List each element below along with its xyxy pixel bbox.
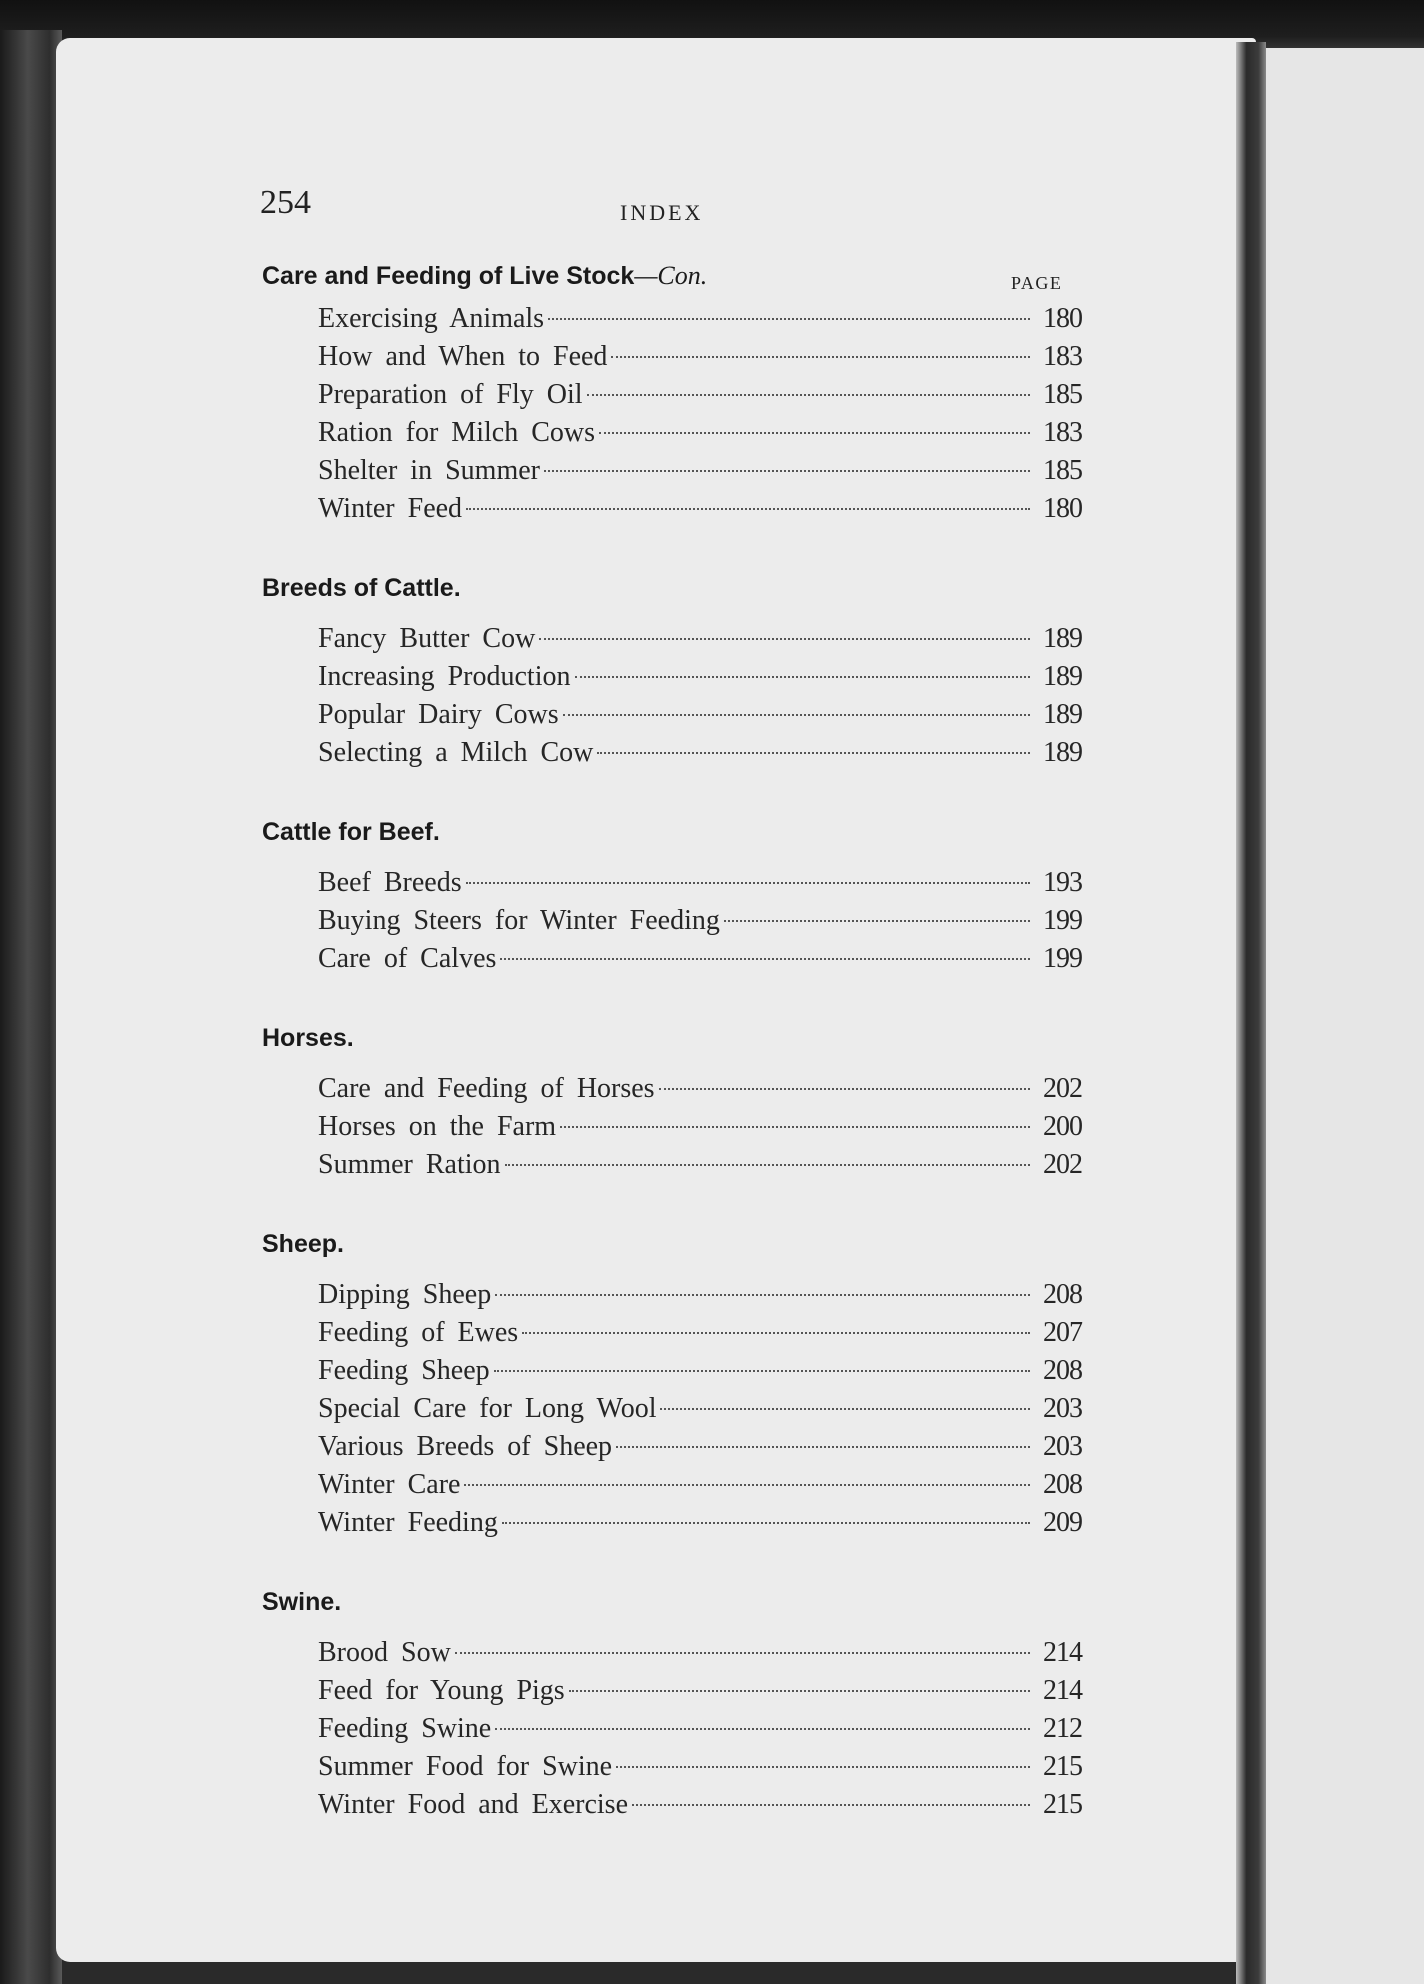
- entry-label: Shelter in Summer: [318, 455, 540, 486]
- entry-label: Beef Breeds: [318, 867, 462, 898]
- entry-label: Winter Care: [318, 1469, 461, 1500]
- entry-label: Winter Food and Exercise: [318, 1789, 629, 1820]
- index-entry: [262, 1672, 1082, 1710]
- section-heading-text: Cattle for Beef.: [262, 818, 440, 846]
- dot-leader: [724, 920, 1030, 922]
- index-entry: [262, 1146, 1082, 1184]
- entry-page-number: 208: [1043, 1355, 1082, 1386]
- dot-leader: [494, 1370, 1030, 1372]
- section-heading-text: Sheep.: [262, 1230, 344, 1258]
- entry-label: How and When to Feed: [318, 341, 608, 372]
- section-heading: [262, 1016, 1082, 1060]
- dot-leader: [522, 1332, 1030, 1334]
- entry-page-number: 183: [1043, 417, 1082, 448]
- index-section: [262, 1222, 1082, 1542]
- dot-leader: [500, 958, 1030, 960]
- book-gutter: [1236, 42, 1266, 1984]
- index-entry: [262, 1748, 1082, 1786]
- index-entry: [262, 1070, 1082, 1108]
- entry-label: Summer Ration: [318, 1149, 501, 1180]
- entry-label: Feeding of Ewes: [318, 1317, 519, 1348]
- book-page-edges: [0, 30, 62, 1984]
- entry-page-number: 214: [1043, 1637, 1082, 1668]
- entry-page-number: 215: [1043, 1789, 1082, 1820]
- entry-label: Fancy Butter Cow: [318, 623, 536, 654]
- section-heading-text: Care and Feeding of Live Stock: [262, 262, 635, 290]
- entry-label: Horses on the Farm: [318, 1111, 557, 1142]
- dot-leader: [660, 1408, 1030, 1410]
- index-entry: [262, 414, 1082, 452]
- index-entry: [262, 1352, 1082, 1390]
- dot-leader: [548, 318, 1030, 320]
- entry-page-number: 180: [1043, 303, 1082, 334]
- index-section: [262, 810, 1082, 978]
- dot-leader: [505, 1164, 1030, 1166]
- dot-leader: [466, 882, 1030, 884]
- index-entry: [262, 452, 1082, 490]
- index-entry: [262, 1428, 1082, 1466]
- index-entry: [262, 1786, 1082, 1824]
- dot-leader: [539, 638, 1030, 640]
- index-entry: [262, 1504, 1082, 1542]
- index-entry: [262, 338, 1082, 376]
- entry-label: Preparation of Fly Oil: [318, 379, 583, 410]
- entry-page-number: 203: [1043, 1431, 1082, 1462]
- dot-leader: [502, 1522, 1030, 1524]
- dot-leader: [544, 470, 1030, 472]
- index-entry: [262, 300, 1082, 338]
- continued-marker: —Con.: [634, 261, 708, 290]
- index-list: [262, 254, 1082, 1862]
- entry-label: Brood Sow: [318, 1637, 451, 1668]
- dot-leader: [495, 1728, 1030, 1730]
- index-section: [262, 1016, 1082, 1184]
- entry-page-number: 208: [1043, 1469, 1082, 1500]
- entry-label: Various Breeds of Sheep: [318, 1431, 613, 1462]
- index-entry: [262, 696, 1082, 734]
- entry-page-number: 189: [1043, 737, 1082, 768]
- section-heading: [262, 566, 1082, 610]
- index-entry: [262, 658, 1082, 696]
- entry-label: Winter Feed: [318, 493, 463, 524]
- index-entry: [262, 1710, 1082, 1748]
- entry-page-number: 215: [1043, 1751, 1082, 1782]
- entry-page-number: 202: [1043, 1149, 1082, 1180]
- entry-page-number: 185: [1043, 379, 1082, 410]
- entry-label: Winter Feeding: [318, 1507, 498, 1538]
- entry-page-number: 185: [1043, 455, 1082, 486]
- entry-page-number: 180: [1043, 493, 1082, 524]
- index-entry: [262, 620, 1082, 658]
- entry-page-number: 207: [1043, 1317, 1082, 1348]
- entry-label: Buying Steers for Winter Feeding: [318, 905, 720, 936]
- dot-leader: [466, 508, 1030, 510]
- index-entry: [262, 1390, 1082, 1428]
- entry-page-number: 214: [1043, 1675, 1082, 1706]
- dot-leader: [659, 1088, 1030, 1090]
- dot-leader: [616, 1766, 1030, 1768]
- index-entry: [262, 1108, 1082, 1146]
- section-heading: [262, 254, 1082, 298]
- entry-page-number: 212: [1043, 1713, 1082, 1744]
- entry-page-number: 199: [1043, 905, 1082, 936]
- index-entry: [262, 734, 1082, 772]
- section-heading: [262, 1222, 1082, 1266]
- entry-label: Feed for Young Pigs: [318, 1675, 565, 1706]
- index-section: [262, 1580, 1082, 1824]
- entry-label: Popular Dairy Cows: [318, 699, 559, 730]
- index-entry: [262, 1314, 1082, 1352]
- entry-label: Care of Calves: [318, 943, 497, 974]
- section-heading: [262, 810, 1082, 854]
- entry-page-number: 183: [1043, 341, 1082, 372]
- dot-leader: [575, 676, 1031, 678]
- page-column-label: PAGE: [1011, 273, 1063, 293]
- entry-page-number: 202: [1043, 1073, 1082, 1104]
- index-entry: [262, 490, 1082, 528]
- entry-page-number: 199: [1043, 943, 1082, 974]
- entry-page-number: 200: [1043, 1111, 1082, 1142]
- section-heading-text: Swine.: [262, 1588, 342, 1616]
- index-entry: [262, 1276, 1082, 1314]
- dot-leader: [599, 432, 1030, 434]
- dot-leader: [495, 1294, 1030, 1296]
- index-entry: [262, 1634, 1082, 1672]
- entry-label: Exercising Animals: [318, 303, 545, 334]
- dot-leader: [455, 1652, 1030, 1654]
- entry-page-number: 189: [1043, 623, 1082, 654]
- section-heading-text: Breeds of Cattle.: [262, 574, 461, 602]
- section-heading: [262, 1580, 1082, 1624]
- index-entry: [262, 864, 1082, 902]
- page-number: 254: [260, 184, 311, 221]
- entry-label: Special Care for Long Wool: [318, 1393, 657, 1424]
- entry-page-number: 203: [1043, 1393, 1082, 1424]
- section-heading-text: Horses.: [262, 1024, 354, 1052]
- entry-page-number: 209: [1043, 1507, 1082, 1538]
- entry-page-number: 189: [1043, 661, 1082, 692]
- index-section: [262, 566, 1082, 772]
- entry-page-number: 193: [1043, 867, 1082, 898]
- entry-label: Selecting a Milch Cow: [318, 737, 594, 768]
- facing-page: [1266, 48, 1424, 1984]
- dot-leader: [632, 1804, 1030, 1806]
- dot-leader: [464, 1484, 1030, 1486]
- entry-label: Care and Feeding of Horses: [318, 1073, 655, 1104]
- index-entry: [262, 376, 1082, 414]
- entry-label: Increasing Production: [318, 661, 571, 692]
- entry-page-number: 208: [1043, 1279, 1082, 1310]
- dot-leader: [597, 752, 1030, 754]
- dot-leader: [569, 1690, 1030, 1692]
- entry-label: Feeding Sheep: [318, 1355, 490, 1386]
- index-entry: [262, 940, 1082, 978]
- index-entry: [262, 1466, 1082, 1504]
- dot-leader: [560, 1126, 1030, 1128]
- running-title: INDEX: [620, 200, 704, 225]
- index-section: [262, 254, 1082, 528]
- entry-label: Dipping Sheep: [318, 1279, 492, 1310]
- entry-label: Ration for Milch Cows: [318, 417, 595, 448]
- dot-leader: [611, 356, 1030, 358]
- entry-label: Feeding Swine: [318, 1713, 492, 1744]
- dot-leader: [616, 1446, 1030, 1448]
- dot-leader: [587, 394, 1030, 396]
- index-entry: [262, 902, 1082, 940]
- entry-page-number: 189: [1043, 699, 1082, 730]
- entry-label: Summer Food for Swine: [318, 1751, 613, 1782]
- dot-leader: [563, 714, 1030, 716]
